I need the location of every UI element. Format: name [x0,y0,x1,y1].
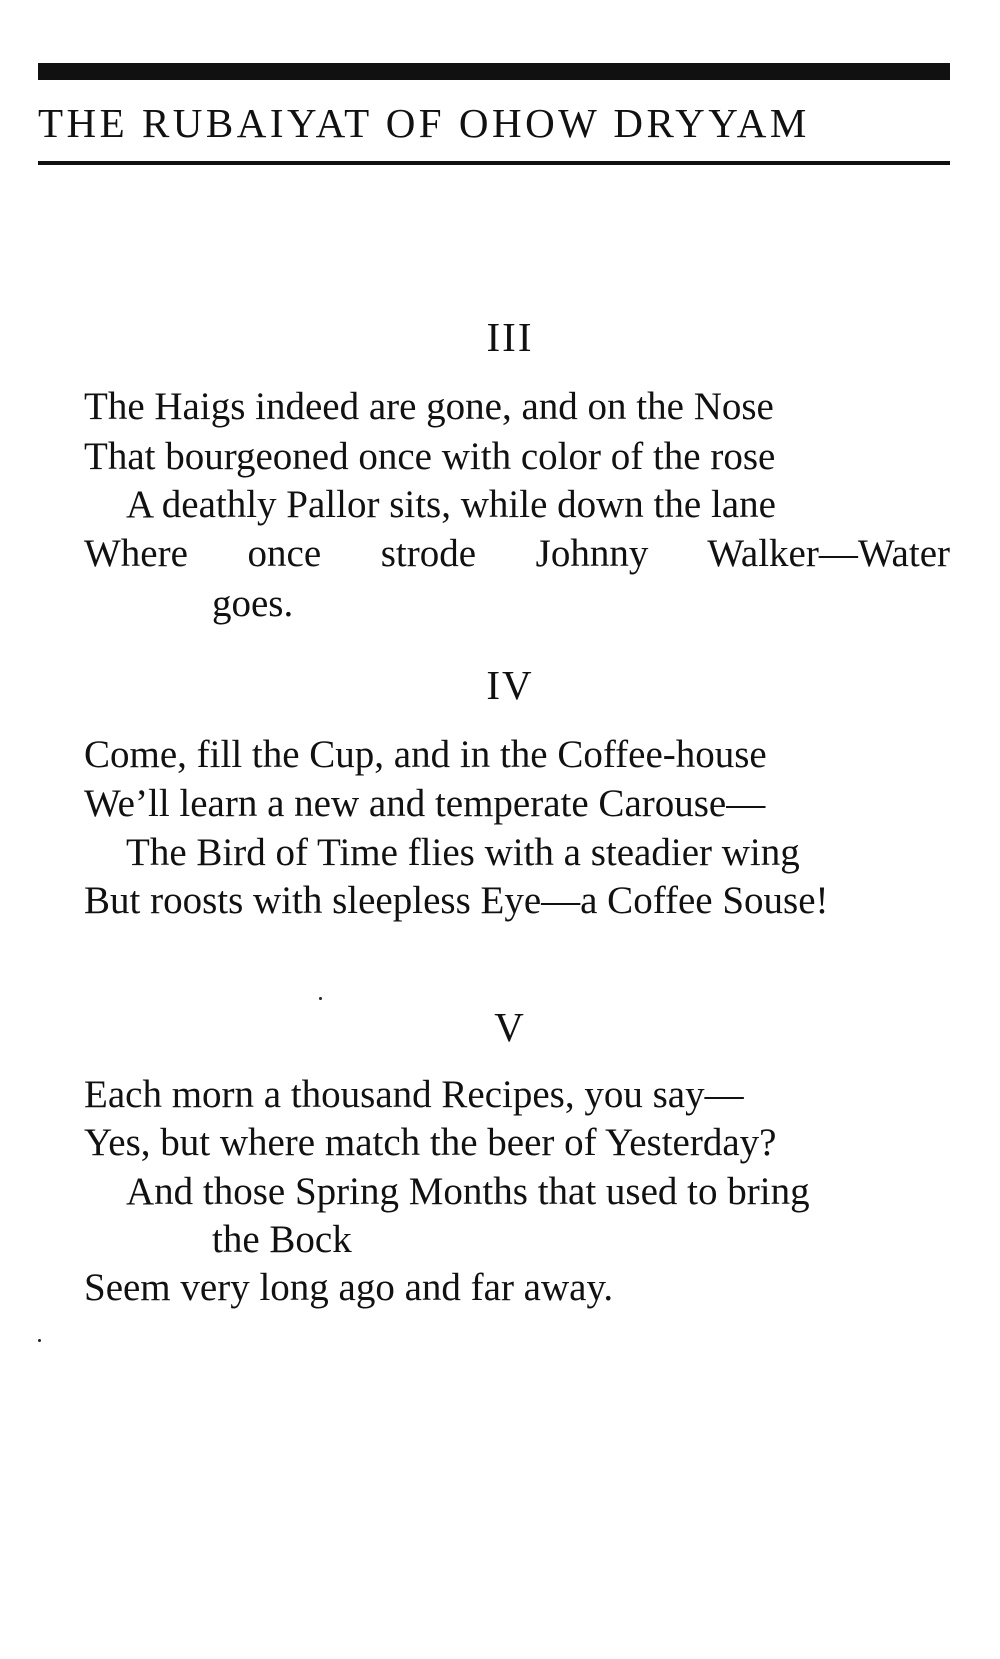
stanza-number-5: V [494,1004,526,1050]
verse-line: And those Spring Months that used to bring [126,1170,810,1213]
verse-line: A deathly Pallor sits, while down the lane [126,483,776,526]
verse-line: But roosts with sleepless Eye—a Coffee Souse! [84,879,829,922]
verse-line: Yes, but where match the beer of Yesterday? [84,1121,777,1164]
top-rule [38,63,950,80]
verse-line: The Haigs indeed are gone, and on the Nose [84,385,774,428]
verse-line: The Bird of Time flies with a steadier wing [126,831,800,874]
verse-line: Where once strode Johnny Walker—Water [84,532,950,575]
stanza-number-4: IV [486,662,534,708]
running-title: THE RUBAIYAT OF OHOW DRYYAM [38,100,810,146]
verse-line: That bourgeoned once with color of the rose [84,435,776,478]
print-speck [319,997,322,1000]
verse-line: Come, fill the Cup, and in the Coffee-house [84,733,767,776]
header-rule [38,161,950,165]
verse-line: goes. [212,582,294,625]
verse-line: the Bock [212,1218,352,1261]
verse-line: Seem very long ago and far away. [84,1266,614,1309]
verse-line: We’ll learn a new and temperate Carouse— [84,782,766,825]
stanza-number-3: III [486,314,534,360]
verse-line: Each morn a thousand Recipes, you say— [84,1073,744,1116]
print-speck [38,1339,41,1342]
